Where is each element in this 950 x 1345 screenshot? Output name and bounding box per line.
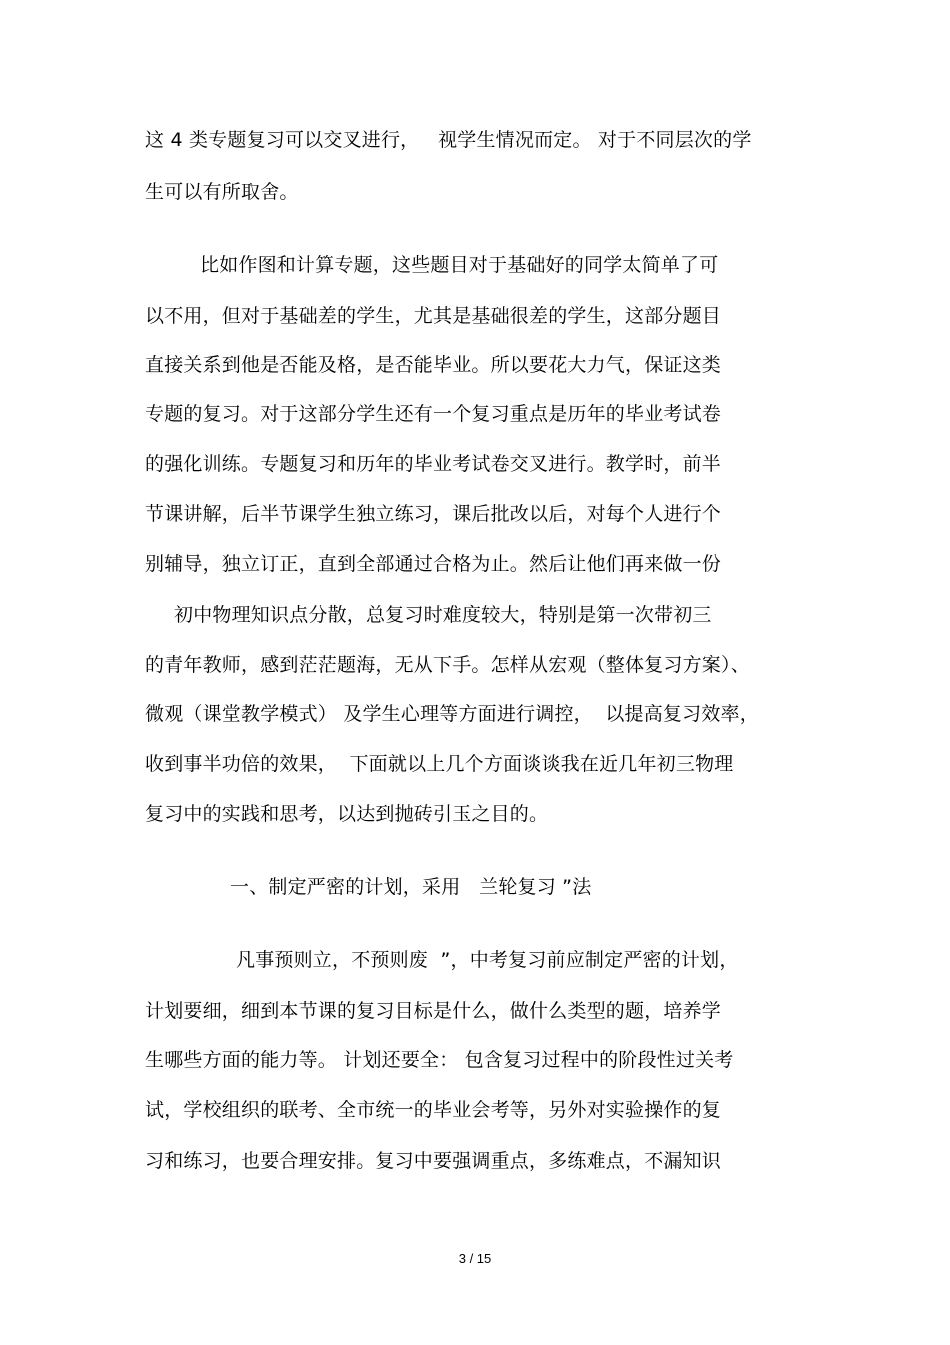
text-line-17: 计划要细，细到本节课的复习目标是什么，做什么类型的题，培养学 xyxy=(145,1000,722,1022)
text-line-8: 节课讲解，后半节课学生独立练习，课后批改以后，对每个人进行个 xyxy=(145,503,722,525)
text-line-3: 比如作图和计算专题，这些题目对于基础好的同学太简单了可 xyxy=(200,254,719,276)
text-line-10: 初中物理知识点分散，总复习时难度较大，特别是第一次带初三 xyxy=(174,604,712,626)
text-line-16: 凡事预则立，不预则废 ”，中考复习前应制定严密的计划， xyxy=(236,949,739,971)
text-line-5: 直接关系到他是否能及格，是否能毕业。所以要花大力气，保证这类 xyxy=(145,354,722,376)
text-line-1: 这 4 类专题复习可以交叉进行， 视学生情况而定。 对于不同层次的学 xyxy=(145,129,752,151)
text-line-12: 微观（课堂教学模式） 及学生心理等方面进行调控， 以提高复习效率， xyxy=(145,703,759,725)
text-line-7: 的强化训练。专题复习和历年的毕业考试卷交叉进行。教学时，前半 xyxy=(145,453,722,475)
text-line-18: 生哪些方面的能力等。 计划还要全： 包含复习过程中的阶段性过关考 xyxy=(145,1049,734,1071)
text-line-13: 收到事半功倍的效果， 下面就以上几个方面谈谈我在近几年初三物理 xyxy=(145,753,734,775)
text-line-20: 习和练习，也要合理安排。复习中要强调重点，多练难点，不漏知识 xyxy=(145,1150,722,1172)
text-line-9: 别辅导，独立订正，直到全部通过合格为止。然后让他们再来做一份 xyxy=(145,553,722,575)
text-line-2: 生可以有所取舍。 xyxy=(145,181,299,203)
text-line-11: 的青年教师，感到茫茫题海，无从下手。怎样从宏观（整体复习方案）、 xyxy=(145,654,750,676)
text-line-6: 专题的复习。对于这部分学生还有一个复习重点是历年的毕业考试卷 xyxy=(145,403,722,425)
text-line-4: 以不用，但对于基础差的学生，尤其是基础很差的学生，这部分题目 xyxy=(145,305,722,327)
section-heading: 一、制定严密的计划，采用 兰轮复习 ”法 xyxy=(230,876,592,898)
text-line-19: 试，学校组织的联考、全市统一的毕业会考等，另外对实验操作的复 xyxy=(145,1099,722,1121)
page-number: 3 / 15 xyxy=(458,1251,492,1266)
text-line-14: 复习中的实践和思考，以达到抛砖引玉之目的。 xyxy=(145,803,549,825)
